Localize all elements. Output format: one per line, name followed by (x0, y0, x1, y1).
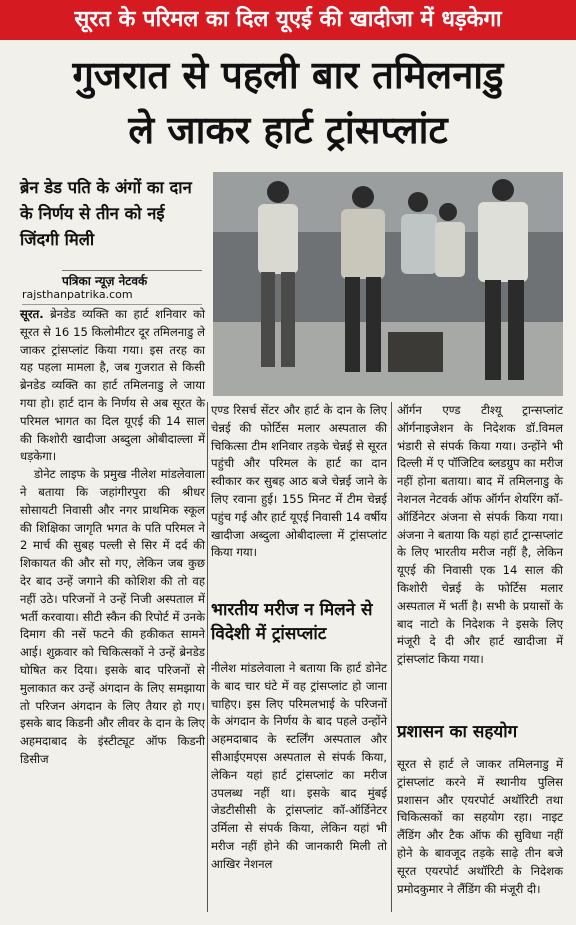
website-credit: rajsthanpatrika.com (22, 288, 202, 305)
column-3-para-1: ऑर्गन एण्ड टीश्यू ट्रान्सप्लांट ऑर्गनाइजेशन के निदेशक डॉ.विमल भंडारी से संपर्क किया गया। उन्होंने भी दिल्ली में ए पॉजिटिव ब्लडग्रुप का मरीज नहीं होना बताया। बाद में तमिलनाडु के नेशनल नेटवर्क ऑफ ऑर्गन शेयरिंग कॉ-ऑर्डिनेटर अंजना से संपर्क किया गया। अंजना ने बताया कि यहां हार्ट ट्रान्सप्लांट के लिए भारतीय मरीज नहीं है, लेकिन यूएई की निवासी एक 14 साल की किशोरी चेन्नई के फोर्टिस मलार अस्पताल में भर्ती है। सभी के प्रयासों के बाद नाटो के निदेशक ने इसके लिए मंजूरी दे दी और हार्ट खादीजा में ट्रांसप्लांट किया गया। (397, 403, 563, 667)
subheadline: ब्रेन डेड पति के अंगों का दान के निर्णय से तीन को नई जिंदगी मिली (20, 178, 192, 249)
column-2-para-1: एण्ड रिसर्च सेंटर और हार्ट के दान के लिए चेन्नई की फोर्टिस मलार अस्पताल की चिकित्सा टीम शनिवार तड़के चेन्नई से सूरत पहुंची और परिमल के हार्ट का दान स्वीकार कर सुबह आठ बजे चेन्नई जाने के लिए रवाना हुई। 155 मिनट में टीम चेन्नई पहुंच गई और हार्ट यूएई निवासी 14 वर्षीय खादीजा अब्दुला ओबीदाल्ला में ट्रांसप्लांट किया गया। (211, 403, 387, 560)
column-2-continued (211, 660, 387, 874)
news-photo (213, 172, 563, 396)
column-2 (211, 402, 387, 562)
column-divider (207, 402, 208, 912)
column-2-para-2: नीलेश मांडलेवाला ने बताया कि हार्ट डोनेट के बाद चार घंटे में वह ट्रांसप्लांट हो जाना चाहिए। इस लिए परिमलभाई के परिजनों के अंगदान के निर्णय के बाद पहले उन्होंने अहमदाबाद के स्टर्लिंग अस्पताल और सीआईएमएस अस्पताल से संपर्क किया, लेकिन यहां हार्ट ट्रांसप्लांट का मरीज उपलब्ध नहीं था। इसके बाद मुंबई जेडटीसीसी के ट्रांसप्लांट कॉ-ऑर्डिनेटर उर्मिला से संपर्क किया, लेकिन यहां भी मरीज नहीं होने की जानकारी मिली तो आखिर नेशनल (211, 661, 387, 871)
column-divider (391, 402, 392, 912)
column-3-para-2: सूरत से हार्ट ले जाकर तमिलनाडु में ट्रांसप्लांट करने में स्थानीय पुलिस प्रशासन और एयरपोर्ट अथॉरिटी तथा चिकित्सकों का सहयोग रहा। नाइट लैंडिंग और टैक ऑफ की सुविधा नहीं होने के बावजूद तड़के साढ़े तीन बजे सूरत एयरपोर्ट अथॉरिटी के निदेशक प्रमोदकुमार ने लैंडिंग की मंजूरी दी। (397, 757, 563, 896)
headline-line-1: गुजरात से पहली बार तमिलनाडु (72, 53, 504, 97)
bureau-credit: पत्रिका न्यूज़ नेटवर्क (62, 270, 202, 289)
column-3-continued (397, 756, 563, 898)
photo-illustration (213, 172, 563, 396)
column-1-para-1: ब्रेनडेड व्यक्ति का हार्ट शनिवार को सूरत से 16 15 किलोमीटर दूर तमिलनाडु ले जाकर ट्रांसप्लांट किया गया। इस तरह का यह पहला मामला है, जब गुजरात से किसी ब्रेनडेड व्यक्ति का हार्ट तमिलनाडु ले जाया गया हो। हार्ट दान के निर्णय से अब सूरत के परिमल भागत का दिल यूएई की 14 साल की किशोरी खादीजा अब्दुला ओबीदाल्ला में धड़केगा। (20, 307, 206, 464)
column-1-para-2: डोनेट लाइफ के प्रमुख नीलेश मांडलेवाला ने बताया कि जहांगीरपुरा की श्रीधर सोसायटी निवासी और नगर प्राथमिक स्कूल की शिक्षिका जागृति भगत के पति परिमल ने 2 मार्च की सुबह पल्ली से सिर में दर्द की शिकायत की और सो गए, लेकिन जब कुछ देर बाद उन्हें जगाने की कोशिश की तो वह नहीं उठे। परिजनों ने उन्हें निजी अस्पताल में भर्ती करवाया। सीटी स्कैन की रिपोर्ट में उनके दिमाग की नसें फटने की हकीकत सामने आई। शुक्रवार को चिकित्सकों ने उन्हें ब्रेनडेड घोषित कर दिया। इसके बाद परिजनों से मुलाकात कर उन्हें अंगदान के लिए समझाया तो परिजन अंगदान के लिए तैयार हो गए। इसके बाद किडनी और लीवर के दान के लिए अहमदाबाद के इंस्टीट्यूट ऑफ किडनी डिसीज (20, 467, 205, 766)
kicker-banner: सूरत के परिमल का दिल यूएई की खादीजा में धड़केगा (0, 0, 576, 40)
section-heading-administration-support: प्रशासन का सहयोग (397, 722, 518, 742)
dateline: सूरत. (20, 307, 44, 321)
column-1 (20, 306, 205, 769)
headline (0, 48, 576, 158)
section-heading-foreign-transplant: भारतीय मरीज न मिलने से विदेशी में ट्रांसप्लांट (211, 600, 373, 644)
column-3 (397, 402, 563, 669)
headline-line-2: ले जाकर हार्ट ट्रांसप्लांट (128, 108, 448, 152)
